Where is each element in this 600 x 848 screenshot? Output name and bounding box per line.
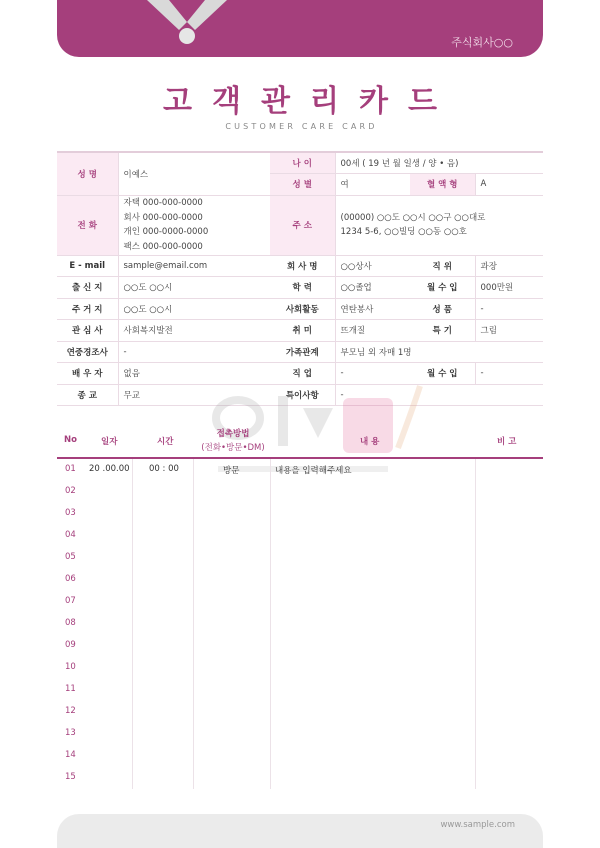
spouse-income-label: 월 수 입 xyxy=(410,363,475,385)
family-value: 부모님 외 자매 1명 xyxy=(335,341,543,363)
position-label: 직 위 xyxy=(410,255,475,277)
col-time: 시간 xyxy=(157,437,174,447)
address-value xyxy=(335,195,543,255)
hobby-label: 취 미 xyxy=(270,320,335,342)
hobby-value: 뜨개질 xyxy=(335,320,410,342)
logo-icon xyxy=(117,0,237,50)
col-note: 비 고 xyxy=(497,437,517,447)
log-content: 내용을 입력해주세요 xyxy=(275,466,352,476)
log-row-number: 14 xyxy=(65,750,76,760)
position-value: 과장 xyxy=(475,255,543,277)
log-method: 방문 xyxy=(223,466,240,476)
phone-work: 회사 000-000-0000 xyxy=(123,212,203,223)
page-title: 고객관리카드 xyxy=(163,84,457,119)
contact-log xyxy=(57,459,543,789)
col-method-sub: (전화•방문•DM) xyxy=(201,443,265,453)
log-divider xyxy=(193,459,194,789)
log-row-number: 04 xyxy=(65,530,76,540)
religion-label: 종 교 xyxy=(57,384,118,406)
log-time: 00 : 00 xyxy=(149,464,179,474)
interest-value: 사회복지발전 xyxy=(118,320,270,342)
phone-label: 전 화 xyxy=(57,195,118,255)
name-label: 성 명 xyxy=(57,152,118,195)
address-label: 주 소 xyxy=(270,195,335,255)
special-value: - xyxy=(335,384,543,406)
phone-fax: 팩스 000-000-0000 xyxy=(123,241,203,252)
events-label: 연중경조사 xyxy=(57,341,118,363)
phone-mobile: 개인 000-0000-0000 xyxy=(123,227,209,237)
company-name: 주식회사○○ xyxy=(451,36,513,49)
family-label: 가족관계 xyxy=(270,341,335,363)
log-row-number: 01 xyxy=(65,464,76,474)
log-divider xyxy=(475,459,476,789)
spouse-income-value: - xyxy=(475,363,543,385)
log-row-number: 15 xyxy=(65,772,76,782)
log-row-number: 02 xyxy=(65,486,76,496)
footer xyxy=(57,814,543,848)
talent-value: 그림 xyxy=(475,320,543,342)
col-method: 접촉방법 xyxy=(216,429,250,439)
name-value: 이예스 xyxy=(118,152,270,195)
log-row xyxy=(57,459,543,481)
character-label: 성 품 xyxy=(410,298,475,320)
company-value: ○○상사 xyxy=(335,255,410,277)
character-value: - xyxy=(475,298,543,320)
talent-label: 특 기 xyxy=(410,320,475,342)
phone-home: 자택 000-000-0000 xyxy=(123,198,203,208)
income-label: 월 수 입 xyxy=(410,277,475,299)
log-row-number: 13 xyxy=(65,728,76,738)
spouse-job-value: - xyxy=(335,363,410,385)
log-row-number: 03 xyxy=(65,508,76,518)
interest-label: 관 심 사 xyxy=(57,320,118,342)
col-content: 내 용 xyxy=(360,437,380,447)
email-value: sample@email.com xyxy=(118,255,270,277)
log-row-number: 08 xyxy=(65,618,76,628)
education-label: 학 력 xyxy=(270,277,335,299)
col-no: No xyxy=(64,435,77,445)
company-label: 회 사 명 xyxy=(270,255,335,277)
log-row-number: 10 xyxy=(65,662,76,672)
address-line-1: (00000) ○○도 ○○시 ○○구 ○○대로 xyxy=(340,212,486,223)
log-divider xyxy=(132,459,133,789)
spouse-job-label: 직 업 xyxy=(270,363,335,385)
spouse-value: 없음 xyxy=(118,363,270,385)
residence-value: ○○도 ○○시 xyxy=(118,298,270,320)
address-line-2: 1234 5-6, ○○빌딩 ○○동 ○○호 xyxy=(340,227,467,237)
log-row-number: 06 xyxy=(65,574,76,584)
education-value: ○○졸업 xyxy=(335,277,410,299)
gender-label: 성 별 xyxy=(270,174,335,196)
page-subtitle: CUSTOMER CARE CARD xyxy=(225,122,378,131)
log-row-number: 12 xyxy=(65,706,76,716)
log-row-number: 11 xyxy=(65,684,76,694)
phone-values xyxy=(118,195,270,255)
residence-label: 주 거 지 xyxy=(57,298,118,320)
log-divider xyxy=(270,459,271,789)
email-label: E - mail xyxy=(57,255,118,277)
footer-url: www.sample.com xyxy=(440,820,515,830)
gender-value: 여 xyxy=(335,174,410,196)
col-date: 일자 xyxy=(101,437,118,447)
blood-label: 혈 액 형 xyxy=(410,174,475,196)
top-banner xyxy=(57,0,543,57)
hometown-label: 출 신 지 xyxy=(57,277,118,299)
spouse-label: 배 우 자 xyxy=(57,363,118,385)
customer-info-table xyxy=(57,151,543,406)
events-value: - xyxy=(118,341,270,363)
age-value: 00세 ( 19 년 월 일생 / 양 • 음) xyxy=(335,152,543,174)
special-label: 특이사항 xyxy=(270,384,335,406)
hometown-value: ○○도 ○○시 xyxy=(118,277,270,299)
log-header xyxy=(57,425,543,459)
log-row-number: 05 xyxy=(65,552,76,562)
log-date: 20 .00.00 xyxy=(89,464,130,474)
religion-value: 무교 xyxy=(118,384,270,406)
log-row-number: 07 xyxy=(65,596,76,606)
social-value: 연탄봉사 xyxy=(335,298,410,320)
log-row-number: 09 xyxy=(65,640,76,650)
blood-value: A xyxy=(475,174,543,196)
social-label: 사회활동 xyxy=(270,298,335,320)
age-label: 나 이 xyxy=(270,152,335,174)
income-value: 000만원 xyxy=(475,277,543,299)
